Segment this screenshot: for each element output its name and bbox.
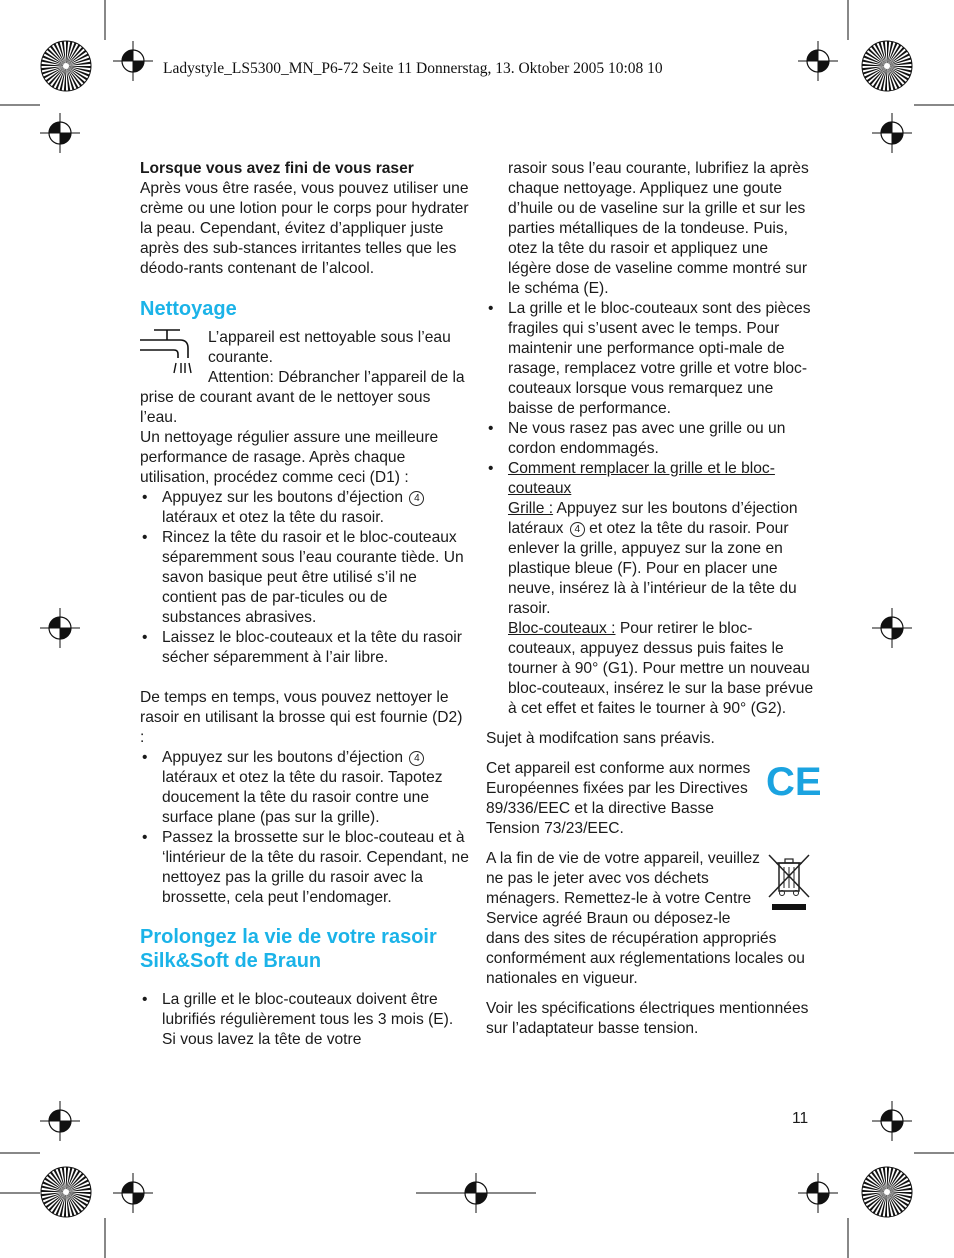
ce-conformity-block	[486, 759, 822, 839]
crossed-out-bin-icon	[766, 851, 812, 913]
list-item: • La grille et le bloc-couteaux doivent être lubrifiés régulièrement tous les 3 mois (E). Si vous lavez la tête de votre	[140, 990, 470, 1050]
registration-quadrant	[818, 61, 829, 72]
starburst-center	[63, 1189, 69, 1195]
paragraph-regular-cleaning: Un nettoyage régulier assure une meilleure performance de rasage. Après chaque utilisation, procédez comme ceci (D1) :	[140, 429, 439, 486]
list-item	[140, 488, 470, 528]
registration-quadrant	[892, 628, 903, 639]
registration-quadrant	[881, 617, 892, 628]
list-item	[140, 748, 470, 828]
left-column	[140, 159, 470, 1050]
replace-heading: Comment remplacer la grille et le bloc-couteaux	[508, 460, 775, 497]
starburst-center	[63, 63, 69, 69]
starburst-center	[884, 1189, 890, 1195]
cleaning-steps-list	[140, 488, 470, 668]
list-item: • Ne vous rasez pas avec une grille ou un cordon endommagés.	[486, 419, 814, 459]
bloc-text: Pour retirer le bloc-couteaux, appuyez dessus puis faites le tourner à 90° (G1). Pour mettre un nouveau bloc-couteaux, insérez le sur la base prévue à cet effet et faites le tourner à 90° (G2).	[508, 620, 814, 717]
circled-number-4: 4	[409, 491, 424, 506]
lubrication-list	[140, 990, 470, 1050]
list-item: • Laissez le bloc-couteaux et la tête du rasoir sécher séparemment à l’air libre.	[140, 628, 470, 668]
section-heading-after-shaving: Lorsque vous avez fini de vous raser	[140, 160, 414, 177]
page-number: 11	[792, 1110, 809, 1127]
weee-text: A la fin de vie de votre appareil, veuillez ne pas le jeter avec vos déchets ménagers. Remettez-le à votre Centre Service agréé Braun ou déposez-le dans des sites de récupération appropriés conformément aux réglementations locales ou nationales en vigueur.	[486, 850, 805, 987]
list-item	[486, 459, 814, 719]
list-item: • Passez la brossette sur le bloc-couteau et à ‘lintérieur de la tête du rasoir. Cependant, ne nettoyez pas la grille du rasoir avec la brossette, cela peut l’endomager.	[140, 828, 470, 908]
weee-disposal-block	[486, 849, 814, 989]
registration-quadrant	[465, 1182, 476, 1193]
grille-text: Appuyez sur les boutons d’éjection latéraux	[508, 500, 798, 537]
registration-quadrant	[49, 122, 60, 133]
registration-quadrant	[133, 61, 144, 72]
brush-steps-list	[140, 748, 470, 908]
registration-quadrant	[122, 50, 133, 61]
maintenance-list	[486, 299, 814, 719]
registration-quadrant	[881, 1110, 892, 1121]
paragraph-washable: L’appareil est nettoyable sous l’eau courante.	[208, 329, 451, 366]
heading-nettoyage: Nettoyage	[140, 298, 237, 320]
paragraph-subject-to-change: Sujet à modifcation sans préavis.	[486, 730, 715, 747]
grille-label: Grille :	[508, 500, 554, 517]
list-item: • Rincez la tête du rasoir et le bloc-couteaux séparemment sous l’eau courante tiède. Un savon basique peut être utilisé s’il ne contient pas de par-ticules ou de substances abrasives.	[140, 528, 470, 628]
registration-quadrant	[133, 1193, 144, 1204]
bloc-label: Bloc-couteaux :	[508, 620, 616, 637]
print-slug-line: Ladystyle_LS5300_MN_P6-72 Seite 11 Donnerstag, 13. Oktober 2005 10:08 10	[163, 60, 663, 77]
ce-mark-icon	[766, 760, 822, 804]
registration-quadrant	[122, 1182, 133, 1193]
list-item: • La grille et le bloc-couteaux sont des pièces fragiles qui s’usent avec le temps. Pour maintenir une performance opti-male de rasage, remplacez votre grille et votre bloc-couteaux lorsque vous remarquez une baisse de performance.	[486, 299, 814, 419]
registration-quadrant	[892, 1121, 903, 1132]
grille-text: et otez la tête du rasoir. Pour enlever la grille, appuyez sur la zone en plastique bleue (F). Pour en placer une neuve, insérez là à l’intérieur de la tête du rasoir.	[508, 520, 797, 617]
circled-number-4: 4	[570, 522, 585, 537]
washable-under-tap-icon	[140, 328, 202, 378]
paragraph-continuation: rasoir sous l’eau courante, lubrifiez la après chaque nettoyage. Appliquez une goute d’huile ou de vaseline sur la grille et sur les parties métalliques de la tondeuse. Puis, otez la tête du rasoir et appliquez une légère dose de vaseline comme montré sur le schéma (E).	[508, 160, 809, 297]
circled-number-4: 4	[409, 751, 424, 766]
registration-quadrant	[807, 1182, 818, 1193]
list-item-text: latéraux et otez la tête du rasoir.	[162, 509, 384, 526]
list-item-text: Appuyez sur les boutons d’éjection	[162, 749, 403, 766]
registration-quadrant	[476, 1193, 487, 1204]
paragraph-ce-conformity: Cet appareil est conforme aux normes Européennes fixées par les Directives 89/336/EEC et la directive Basse Tension 73/23/EEC.	[486, 760, 751, 837]
list-item-text: Appuyez sur les boutons d’éjection	[162, 489, 403, 506]
list-item-text: latéraux et otez la tête du rasoir. Tapotez doucement la tête du rasoir contre une surface plane (pas sur la grille).	[162, 769, 443, 826]
paragraph-brush: De temps en temps, vous pouvez nettoyer le rasoir en utilisant la brosse qui est fournie (D2) :	[140, 689, 463, 746]
registration-quadrant	[49, 1110, 60, 1121]
paragraph-voltage: Voir les spécifications électriques mentionnées sur l’adaptateur basse tension.	[486, 1000, 809, 1037]
registration-quadrant	[60, 628, 71, 639]
starburst-center	[884, 63, 890, 69]
registration-quadrant	[60, 1121, 71, 1132]
registration-quadrant	[881, 122, 892, 133]
right-column	[486, 159, 822, 1039]
ce-mark-text: CE	[766, 760, 822, 804]
registration-quadrant	[49, 617, 60, 628]
paragraph-after-shaving: Après vous être rasée, vous pouvez utiliser une crème ou une lotion pour le corps pour hydrater la peau. Cependant, évitez d’appliquer juste après des sub-stances irritantes telles que les déodo-rants contenant de l’alcool.	[140, 180, 469, 277]
heading-prolongez: Prolongez la vie de votre rasoir Silk&Soft de Braun	[140, 926, 437, 972]
registration-quadrant	[818, 1193, 829, 1204]
registration-quadrant	[60, 133, 71, 144]
paragraph-weee	[486, 849, 814, 989]
registration-quadrant	[807, 50, 818, 61]
paragraph-attention: Attention: Débrancher l’appareil de la prise de courant avant de le nettoyer sous l’eau.	[140, 369, 465, 426]
registration-quadrant	[892, 133, 903, 144]
